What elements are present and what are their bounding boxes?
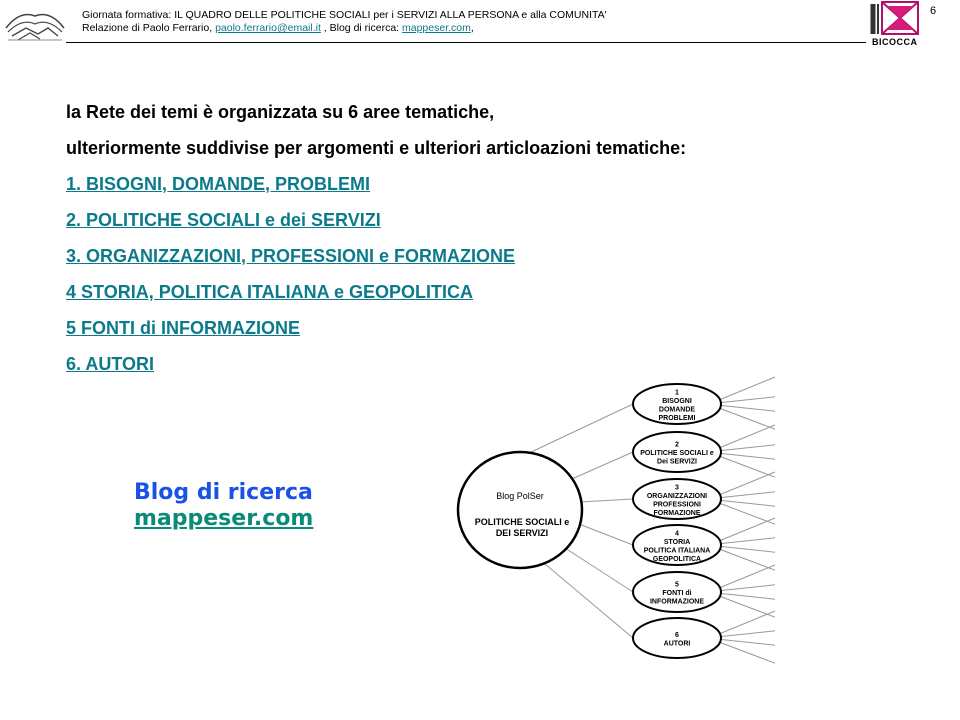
diagram-branch-line: [719, 456, 775, 477]
theme-node-4-label: STORIA: [663, 538, 691, 546]
diagram-branch-line: [719, 500, 775, 506]
diagram-branch-line: [719, 642, 775, 663]
theme-node-3-label: PROFESSIONI: [653, 501, 701, 509]
diagram-branch-line: [719, 639, 775, 645]
diagram-edge: [565, 548, 633, 592]
diagram-branch-line: [719, 585, 775, 591]
diagram-branch-line: [719, 397, 775, 403]
diagram-branch-line: [719, 611, 775, 634]
central-node-subtitle: Blog PolSer: [496, 491, 544, 501]
central-node: [458, 452, 582, 568]
diagram-edge: [545, 564, 633, 638]
central-node-title-1: POLITICHE SOCIALI e: [474, 517, 570, 527]
header-blog-prefix: , Blog di ricerca:: [323, 22, 400, 34]
theme-node-1-label: PROBLEMI: [658, 414, 696, 422]
diagram-branch-line: [719, 631, 775, 637]
diagram-branch-line: [719, 453, 775, 459]
diagram-branch-line: [719, 405, 775, 411]
blog-url-link[interactable]: mappeser.com: [134, 506, 314, 531]
intro-section: [66, 94, 686, 382]
theme-node-2-label: POLITICHE SOCIALI e: [640, 450, 714, 457]
diagram-branch-line: [719, 408, 775, 429]
diagram-branch-line: [719, 377, 775, 400]
diagram-branch-line: [719, 549, 775, 570]
diagram-branch-line: [719, 472, 775, 495]
area-link-4[interactable]: 4 STORIA, POLITICA ITALIANA e GEOPOLITICA: [66, 282, 474, 302]
diagram-branch-line: [719, 538, 775, 544]
diagram-edge: [527, 404, 633, 454]
theme-node-1-label: DOMANDE: [658, 406, 696, 414]
theme-node-6-label: 6: [675, 631, 679, 639]
theme-node-3-label: FORMAZIONE: [653, 509, 701, 517]
page-number: 6: [930, 5, 937, 17]
theme-network-diagram: [455, 370, 795, 670]
theme-node-3-label: 3: [675, 484, 679, 492]
area-link-6[interactable]: 6. AUTORI: [66, 354, 155, 374]
diagram-edge: [565, 452, 633, 482]
header-suffix: ,: [470, 22, 474, 34]
theme-node-5-label: INFORMAZIONE: [649, 598, 705, 606]
diagram-branch-line: [719, 546, 775, 552]
central-node-title-2: DEI SERVIZI: [495, 528, 549, 538]
theme-node-2-label: Dei SERVIZI: [657, 458, 697, 466]
diagram-branch-line: [719, 492, 775, 498]
email-link[interactable]: paolo.ferrario@email.it: [215, 22, 321, 34]
theme-node-4-label: POLITICA ITALIANA: [643, 547, 711, 555]
diagram-edge: [580, 499, 633, 502]
blog-box: [134, 480, 313, 532]
theme-node-4-label: GEOPOLITICA: [652, 555, 702, 563]
theme-node-6-label: AUTORI: [663, 640, 691, 648]
blog-title: Blog di ricerca: [134, 480, 313, 505]
slide-header: [82, 9, 607, 35]
area-link-3[interactable]: 3. ORGANIZZAZIONI, PROFESSIONI e FORMAZIONE: [66, 246, 516, 266]
area-link-2[interactable]: 2. POLITICHE SOCIALI e dei SERVIZI: [66, 210, 381, 230]
header-divider: [66, 42, 866, 43]
theme-node-4-label: 4: [675, 530, 679, 538]
intro-line-2: ulteriormente suddivise per argomenti e ulteriori articloazioni tematiche:: [66, 138, 687, 158]
handshake-logo-icon: [4, 6, 66, 44]
diagram-edge: [579, 524, 633, 545]
theme-node-1-label: 1: [675, 389, 679, 397]
theme-node-5-label: FONTI di: [662, 590, 692, 597]
diagram-branch-line: [719, 593, 775, 599]
diagram-branch-line: [719, 425, 775, 448]
header-author: Relazione di Paolo Ferrario,: [82, 22, 213, 34]
area-link-5[interactable]: 5 FONTI di INFORMAZIONE: [66, 318, 300, 338]
theme-node-3-label: ORGANIZZAZIONI: [646, 492, 708, 500]
theme-node-1-label: BISOGNI: [662, 397, 692, 405]
theme-node-2-label: 2: [675, 441, 679, 449]
university-name: BICOCCA: [872, 37, 918, 47]
header-author-line: [82, 22, 607, 35]
diagram-branch-line: [719, 445, 775, 451]
intro-line-1: la Rete dei temi è organizzata su 6 aree tematiche,: [66, 102, 495, 122]
blog-link-header[interactable]: mappeser.com: [402, 22, 471, 34]
area-link-1[interactable]: 1. BISOGNI, DOMANDE, PROBLEMI: [66, 174, 371, 194]
header-title: Giornata formativa: IL QUADRO DELLE POLITICHE SOCIALI per i SERVIZI ALLA PERSONA e alla COMUNITA': [82, 9, 607, 21]
theme-node-5-label: 5: [675, 581, 679, 589]
diagram-branch-line: [719, 565, 775, 588]
diagram-branch-line: [719, 518, 775, 541]
